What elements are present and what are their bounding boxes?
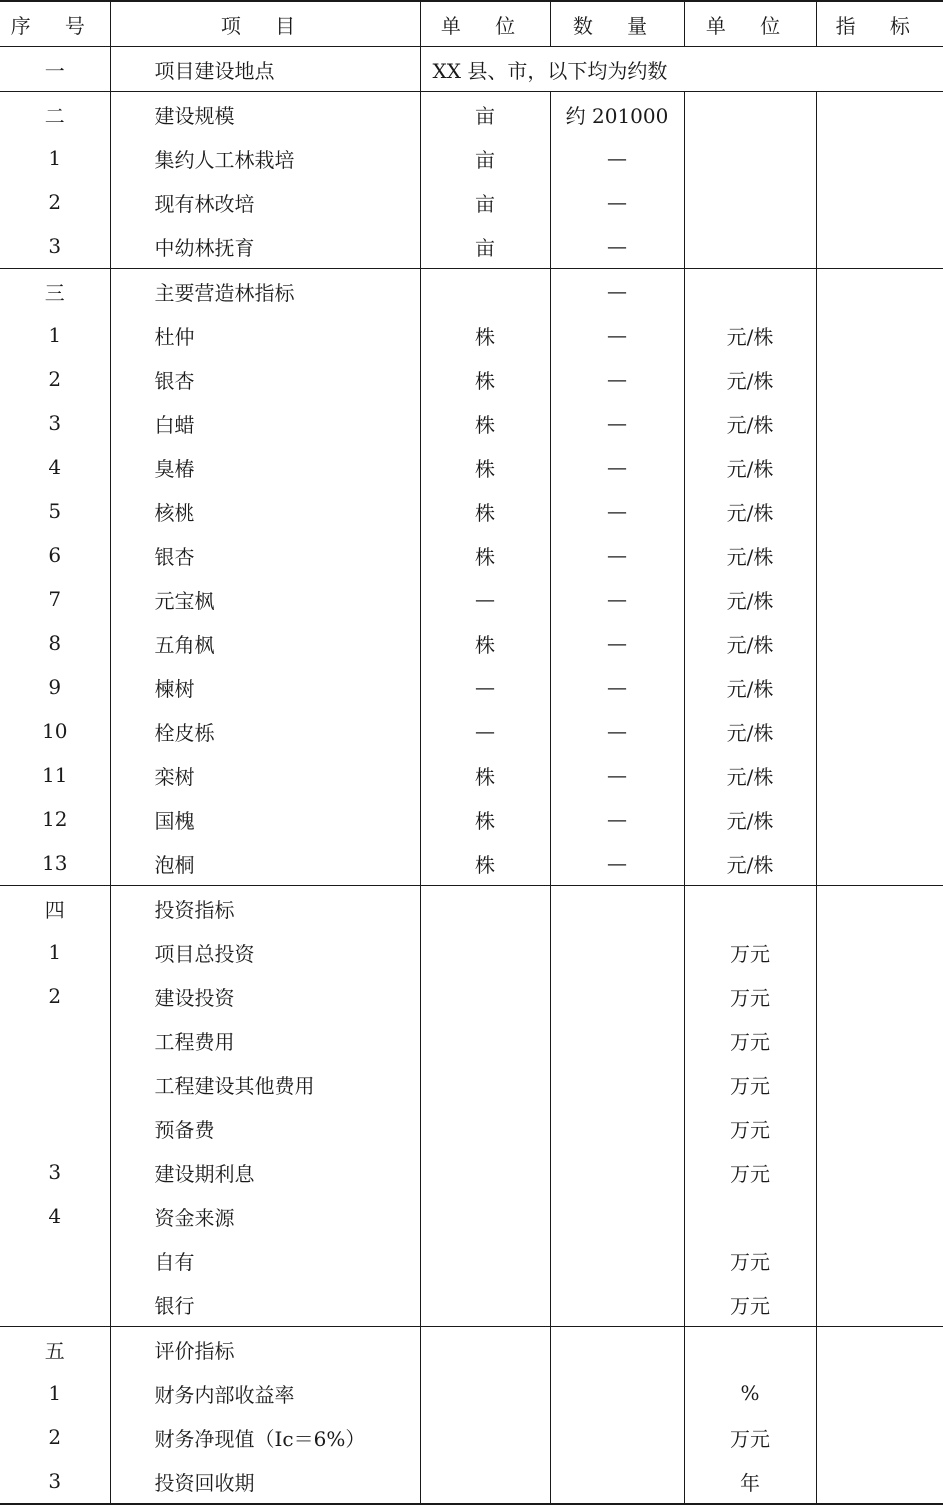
row-quantity: —: [550, 797, 684, 841]
row-seq: 1: [48, 323, 62, 347]
row-index: [816, 1327, 943, 1372]
row-name: 项目建设地点: [110, 47, 420, 92]
row-quantity: [550, 1371, 684, 1415]
row-name: 资金来源: [110, 1194, 420, 1238]
row-index: [816, 886, 943, 931]
row-seq: 2: [48, 1425, 62, 1449]
row-quantity: [550, 886, 684, 931]
row-seq: [0, 1282, 110, 1327]
row-seq: 2: [48, 190, 62, 214]
row-index: [816, 1238, 943, 1282]
table-row: [0, 930, 943, 974]
row-seq: 二: [0, 92, 110, 137]
table-row: [0, 1282, 943, 1327]
row-quantity: [550, 1459, 684, 1504]
row-name: 元宝枫: [110, 577, 420, 621]
row-unit: 亩: [420, 92, 550, 137]
header-unit: 单 位: [420, 1, 550, 47]
table-row: [0, 709, 943, 753]
row-seq: 8: [48, 631, 62, 655]
row-quantity: —: [550, 180, 684, 224]
row-quantity: [550, 1238, 684, 1282]
row-unit: —: [420, 665, 550, 709]
row-unit: 株: [420, 533, 550, 577]
row-unit2: 元/株: [684, 753, 816, 797]
row-unit: 株: [420, 357, 550, 401]
header-seq: 序 号: [0, 1, 110, 47]
table-row: [0, 886, 943, 931]
row-unit2: 元/株: [684, 357, 816, 401]
row-quantity: —: [550, 313, 684, 357]
row-unit: [420, 269, 550, 314]
row-unit: 株: [420, 797, 550, 841]
row-quantity: [550, 1150, 684, 1194]
row-index: [816, 753, 943, 797]
row-unit: [420, 1459, 550, 1504]
row-unit: [420, 1415, 550, 1459]
row-unit: 亩: [420, 180, 550, 224]
row-unit: [420, 1018, 550, 1062]
row-index: [816, 841, 943, 886]
row-unit2: [684, 1327, 816, 1372]
row-name: 财务净现值（Ic＝6%）: [110, 1415, 420, 1459]
row-index: [816, 930, 943, 974]
row-index: [816, 489, 943, 533]
row-name: 栾树: [110, 753, 420, 797]
row-quantity: —: [550, 841, 684, 886]
row-unit: —: [420, 709, 550, 753]
row-index: [816, 92, 943, 137]
row-seq: 4: [48, 455, 62, 479]
row-unit: 亩: [420, 136, 550, 180]
row-name: 工程建设其他费用: [110, 1062, 420, 1106]
row-name: 建设期利息: [110, 1150, 420, 1194]
row-seq: 13: [42, 851, 68, 875]
row-unit2: [684, 269, 816, 314]
row-unit2: 元/株: [684, 709, 816, 753]
table-row: [0, 841, 943, 886]
row-unit2: 元/株: [684, 401, 816, 445]
table-row: [0, 357, 943, 401]
row-index: [816, 709, 943, 753]
row-unit: 株: [420, 489, 550, 533]
table-row: [0, 1062, 943, 1106]
row-unit2: 万元: [684, 1106, 816, 1150]
row-unit: [420, 1238, 550, 1282]
row-quantity: —: [550, 533, 684, 577]
row-index: [816, 1415, 943, 1459]
row-unit2: 元/株: [684, 841, 816, 886]
row-unit: [420, 1327, 550, 1372]
header-quantity: 数 量: [550, 1, 684, 47]
header-index: 指 标: [816, 1, 943, 47]
table-row: [0, 92, 943, 137]
row-unit2: 万元: [684, 974, 816, 1018]
row-unit2: [684, 224, 816, 269]
row-seq: [0, 1062, 110, 1106]
row-seq: 2: [48, 367, 62, 391]
row-unit2: 元/株: [684, 533, 816, 577]
row-unit2: 万元: [684, 1062, 816, 1106]
row-index: [816, 665, 943, 709]
row-unit: [420, 974, 550, 1018]
row-index: [816, 621, 943, 665]
row-name: 投资指标: [110, 886, 420, 931]
row-seq: 1: [48, 940, 62, 964]
row-quantity: [550, 1415, 684, 1459]
row-name: 建设投资: [110, 974, 420, 1018]
row-unit2: 万元: [684, 1238, 816, 1282]
table-row: [0, 665, 943, 709]
row-index: [816, 1150, 943, 1194]
row-index: [816, 797, 943, 841]
row-unit: 株: [420, 841, 550, 886]
row-name: 泡桐: [110, 841, 420, 886]
row-name: 预备费: [110, 1106, 420, 1150]
row-index: [816, 1106, 943, 1150]
row-name: 银杏: [110, 357, 420, 401]
row-index: [816, 180, 943, 224]
row-seq: 2: [48, 984, 62, 1008]
row-quantity: [550, 1018, 684, 1062]
row-index: [816, 1018, 943, 1062]
table-row: [0, 136, 943, 180]
row-unit2: %: [684, 1371, 816, 1415]
row-quantity: —: [550, 357, 684, 401]
table-row: [0, 753, 943, 797]
table-row: [0, 1415, 943, 1459]
row-index: [816, 1194, 943, 1238]
row-unit: 株: [420, 401, 550, 445]
row-name: 工程费用: [110, 1018, 420, 1062]
row-name: 主要营造林指标: [110, 269, 420, 314]
row-unit: 株: [420, 313, 550, 357]
row-quantity: [550, 1327, 684, 1372]
row-unit2: [684, 92, 816, 137]
row-unit2: 元/株: [684, 489, 816, 533]
row-unit2: [684, 180, 816, 224]
row-index: [816, 577, 943, 621]
location-row: [0, 47, 943, 92]
row-quantity: [550, 1062, 684, 1106]
row-name: 栓皮栎: [110, 709, 420, 753]
table-row: [0, 1459, 943, 1504]
table-row: [0, 1238, 943, 1282]
row-seq: 3: [48, 1160, 62, 1184]
row-seq: 7: [48, 587, 62, 611]
row-name: 臭椿: [110, 445, 420, 489]
table-row: [0, 974, 943, 1018]
row-quantity: [550, 1106, 684, 1150]
row-index: [816, 1062, 943, 1106]
row-index: [816, 357, 943, 401]
row-quantity: —: [550, 621, 684, 665]
table-row: [0, 180, 943, 224]
table-row: [0, 797, 943, 841]
row-name: 财务内部收益率: [110, 1371, 420, 1415]
row-name: 项目总投资: [110, 930, 420, 974]
row-quantity: 约 201000: [550, 92, 684, 137]
row-seq: 3: [48, 411, 62, 435]
row-unit2: 元/株: [684, 445, 816, 489]
table-row: [0, 1106, 943, 1150]
row-quantity: —: [550, 224, 684, 269]
row-seq: 5: [48, 499, 62, 523]
row-unit2: 元/株: [684, 665, 816, 709]
row-name: 自有: [110, 1238, 420, 1282]
row-unit2: [684, 136, 816, 180]
row-name: 楝树: [110, 665, 420, 709]
row-index: [816, 533, 943, 577]
row-name: 杜仲: [110, 313, 420, 357]
row-unit: 株: [420, 621, 550, 665]
row-quantity: [550, 974, 684, 1018]
row-seq: 3: [48, 234, 62, 258]
row-index: [816, 1282, 943, 1327]
row-unit2: 万元: [684, 1415, 816, 1459]
row-unit2: [684, 1194, 816, 1238]
row-index: [816, 1371, 943, 1415]
row-unit: [420, 1106, 550, 1150]
row-unit: [420, 930, 550, 974]
row-quantity: —: [550, 136, 684, 180]
table-row: [0, 445, 943, 489]
row-name: 银杏: [110, 533, 420, 577]
row-name: 银行: [110, 1282, 420, 1327]
table-row: [0, 1327, 943, 1372]
row-index: [816, 1459, 943, 1504]
row-seq: 四: [0, 886, 110, 931]
row-seq: 9: [48, 675, 62, 699]
row-quantity: —: [550, 753, 684, 797]
row-unit: [420, 1150, 550, 1194]
row-unit: 亩: [420, 224, 550, 269]
table-row: [0, 533, 943, 577]
row-name: 国槐: [110, 797, 420, 841]
table-header-row: [0, 1, 943, 47]
table-row: [0, 1194, 943, 1238]
row-name: 白蜡: [110, 401, 420, 445]
row-name: 中幼林抚育: [110, 224, 420, 269]
table-row: [0, 1150, 943, 1194]
table-row: [0, 489, 943, 533]
row-index: [816, 224, 943, 269]
row-unit: [420, 1371, 550, 1415]
row-seq: 12: [42, 807, 68, 831]
row-quantity: —: [550, 489, 684, 533]
row-seq: [0, 1238, 110, 1282]
row-name: 评价指标: [110, 1327, 420, 1372]
row-seq: 11: [42, 763, 68, 787]
row-index: [816, 269, 943, 314]
row-unit: [420, 1062, 550, 1106]
row-unit2: 万元: [684, 1018, 816, 1062]
row-seq: 4: [48, 1204, 62, 1228]
header-unit2: 单 位: [684, 1, 816, 47]
table-row: [0, 313, 943, 357]
row-quantity: —: [550, 445, 684, 489]
row-quantity: —: [550, 401, 684, 445]
row-unit2: 万元: [684, 1150, 816, 1194]
row-quantity: —: [550, 269, 684, 314]
row-seq: 三: [0, 269, 110, 314]
table-row: [0, 401, 943, 445]
row-unit2: 万元: [684, 1282, 816, 1327]
row-quantity: —: [550, 577, 684, 621]
row-name: 核桃: [110, 489, 420, 533]
table-row: [0, 1018, 943, 1062]
row-name: 投资回收期: [110, 1459, 420, 1504]
row-index: [816, 313, 943, 357]
row-unit2: 元/株: [684, 797, 816, 841]
row-seq: 6: [48, 543, 62, 567]
row-seq: 10: [42, 719, 68, 743]
row-name: 集约人工林栽培: [110, 136, 420, 180]
row-quantity: [550, 1282, 684, 1327]
row-unit2: [684, 886, 816, 931]
row-unit: —: [420, 577, 550, 621]
row-unit2: 元/株: [684, 577, 816, 621]
location-value: XX 县、市，以下均为约数: [420, 47, 943, 92]
row-unit: [420, 886, 550, 931]
row-unit2: 元/株: [684, 313, 816, 357]
table-row: [0, 621, 943, 665]
table-row: [0, 1371, 943, 1415]
row-index: [816, 136, 943, 180]
row-quantity: —: [550, 709, 684, 753]
row-name: 五角枫: [110, 621, 420, 665]
row-quantity: [550, 1194, 684, 1238]
row-seq: 一: [44, 58, 65, 83]
row-seq: 五: [0, 1327, 110, 1372]
row-name: 建设规模: [110, 92, 420, 137]
row-unit: 株: [420, 753, 550, 797]
row-index: [816, 974, 943, 1018]
header-item: 项 目: [110, 1, 420, 47]
row-unit2: 万元: [684, 930, 816, 974]
row-index: [816, 445, 943, 489]
row-seq: 1: [48, 1381, 62, 1405]
row-index: [816, 401, 943, 445]
table-row: [0, 224, 943, 269]
table-row: [0, 577, 943, 621]
row-seq: [0, 1106, 110, 1150]
row-unit: [420, 1282, 550, 1327]
row-unit2: 元/株: [684, 621, 816, 665]
row-name: 现有林改培: [110, 180, 420, 224]
row-unit: 株: [420, 445, 550, 489]
row-unit: [420, 1194, 550, 1238]
row-seq: 3: [0, 1459, 110, 1504]
row-seq: [0, 1018, 110, 1062]
row-seq: 1: [48, 146, 62, 170]
row-quantity: [550, 930, 684, 974]
row-unit2: 年: [684, 1459, 816, 1504]
row-quantity: —: [550, 665, 684, 709]
table-row: [0, 269, 943, 314]
